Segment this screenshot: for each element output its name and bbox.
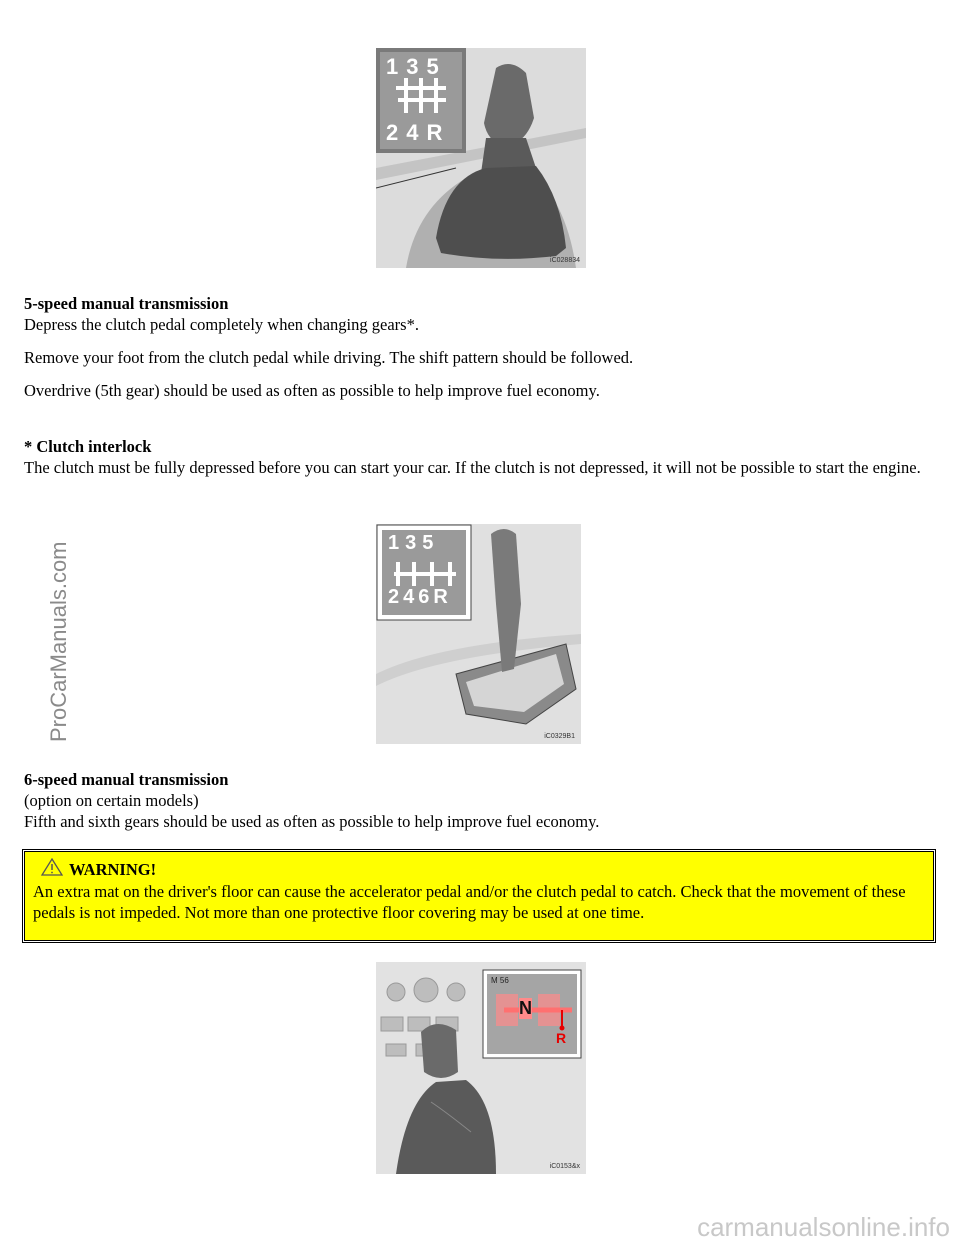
gear-label: 3 xyxy=(406,54,427,79)
figure-code: iC0329B1 xyxy=(544,733,575,740)
warning-triangle-icon xyxy=(41,858,63,881)
gear-label: 2 xyxy=(386,120,407,145)
footer-watermark: carmanualsonline.info xyxy=(697,1212,950,1242)
gear-label: 4 xyxy=(403,586,419,608)
figure-6-speed-shifter xyxy=(376,524,581,744)
gear-label: 3 xyxy=(405,532,423,554)
section-heading: * Clutch interlock xyxy=(24,437,152,456)
gear-label: 1 xyxy=(388,532,406,554)
gear-label: R xyxy=(426,120,451,145)
section-6-speed xyxy=(24,769,936,844)
paragraph: Overdrive (5th gear) should be used as often as possible to help improve fuel economy. xyxy=(24,381,600,400)
paragraph: The clutch must be fully depressed before you can start your car. If the clutch is not depressed, it will not be possible to start the engine. xyxy=(24,458,921,477)
figure-code: iC028834 xyxy=(550,257,580,264)
figure-5-speed-shifter xyxy=(376,48,586,268)
section-5-speed xyxy=(24,293,936,413)
gear-label: N xyxy=(519,998,532,1018)
gear-label: 5 xyxy=(426,54,447,79)
gear-label: 1 xyxy=(386,54,407,79)
section-heading: 5-speed manual transmission xyxy=(24,294,229,313)
warning-box xyxy=(24,851,934,941)
paragraph: (option on certain models) xyxy=(24,791,199,810)
section-heading: 6-speed manual transmission xyxy=(24,770,229,789)
paragraph: Depress the clutch pedal completely when changing gears*. xyxy=(24,315,419,334)
gear-label: R xyxy=(433,586,452,608)
side-watermark: ProCarManuals.com xyxy=(46,541,71,742)
gear-label: 2 xyxy=(388,586,404,608)
figure-label: M 56 xyxy=(491,976,509,985)
paragraph: Fifth and sixth gears should be used as often as possible to help improve fuel economy. xyxy=(24,812,600,831)
warning-text: An extra mat on the driver's floor can cause the accelerator pedal and/or the clutch pedal to catch. Check that the movement of these pedals is not impeded. Not more than one protective floor covering may be used at one time. xyxy=(33,882,906,922)
section-clutch-interlock xyxy=(24,436,936,490)
gear-label: 4 xyxy=(406,120,427,145)
figure-code: iC0153&x xyxy=(549,1163,580,1170)
gear-label: R xyxy=(556,1030,567,1046)
paragraph: Remove your foot from the clutch pedal while driving. The shift pattern should be followed. xyxy=(24,348,634,367)
figure-m56-shifter xyxy=(376,962,586,1174)
warning-title: WARNING! xyxy=(69,860,157,879)
gear-label: 5 xyxy=(422,532,440,554)
gear-label: 6 xyxy=(418,586,434,608)
